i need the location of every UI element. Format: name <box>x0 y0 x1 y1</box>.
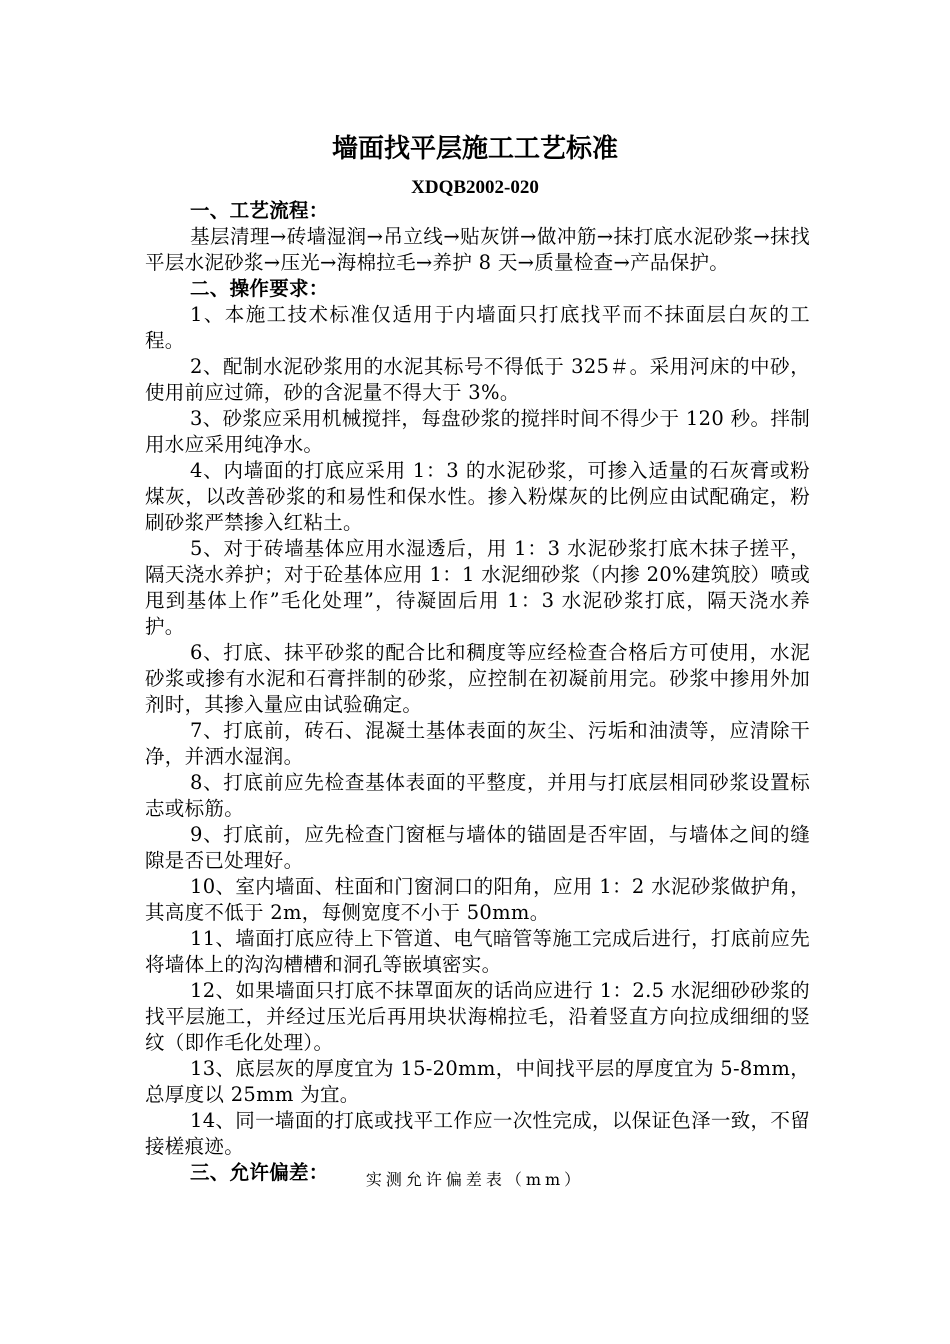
operation-item: 11、墙面打底应待上下管道、电气暗管等施工完成后进行，打底前应先将墙体上的沟沟槽槽和洞孔等嵌填密实。 <box>145 927 810 976</box>
operation-item: 8、打底前应先检查基体表面的平整度，并用与打底层相同砂浆设置标志或标筋。 <box>145 771 810 820</box>
operation-item: 10、室内墙面、柱面和门窗洞口的阳角，应用 1：2 水泥砂浆做护角，其高度不低于 2m，每侧宽度不小于 50mm。 <box>145 875 810 924</box>
tolerance-table-caption: 实测允许偏差表（mm） <box>365 1170 585 1189</box>
document-title: 墙面找平层施工工艺标准 <box>331 134 618 164</box>
operation-item: 13、底层灰的厚度宜为 15-20mm，中间找平层的厚度宜为 5-8mm，总厚度以 25mm 为宜。 <box>145 1057 810 1106</box>
document-code: XDQB2002-020 <box>411 177 539 198</box>
operation-item: 7、打底前，砖石、混凝土基体表面的灰尘、污垢和油渍等，应清除干净，并洒水湿润。 <box>145 719 810 768</box>
operation-item: 2、配制水泥砂浆用的水泥其标号不得低于 325＃。采用河床的中砂，使用前应过筛，砂的含泥量不得大于 3%。 <box>145 355 810 404</box>
operation-item: 4、内墙面的打底应采用 1：3 的水泥砂浆，可掺入适量的石灰膏或粉煤灰，以改善砂浆的和易性和保水性。掺入粉煤灰的比例应由试配确定，粉刷砂浆严禁掺入红粘土。 <box>145 459 810 534</box>
operation-item: 6、打底、抹平砂浆的配合比和稠度等应经检查合格后方可使用，水泥砂浆或掺有水泥和石膏拌制的砂浆，应控制在初凝前用完。砂浆中掺用外加剂时，其掺入量应由试验确定。 <box>145 641 810 716</box>
operation-item: 9、打底前，应先检查门窗框与墙体的锚固是否牢固，与墙体之间的缝隙是否已处理好。 <box>145 823 810 872</box>
process-flow-paragraph: 基层清理→砖墙湿润→吊立线→贴灰饼→做冲筋→抹打底水泥砂浆→抹找平层水泥砂浆→压光→海棉拉毛→养护 8 天→质量检查→产品保护。 <box>145 225 810 274</box>
operation-item: 1、本施工技术标准仅适用于内墙面只打底找平而不抹面层白灰的工程。 <box>145 303 810 352</box>
operation-item: 3、砂浆应采用机械搅拌，每盘砂浆的搅拌时间不得少于 120 秒。拌制用水应采用纯净水。 <box>145 407 810 456</box>
operation-item: 5、对于砖墙基体应用水湿透后，用 1：3 水泥砂浆打底木抹子搓平，隔天浇水养护；对于砼基体应用 1：1 水泥细砂浆（内掺 20%建筑胶）喷或甩到基体上作”毛化处理”，待凝固后用 1：3 水泥砂浆打底，隔天浇水养护。 <box>145 537 810 638</box>
section-heading-process: 一、工艺流程： <box>190 199 329 222</box>
section-heading-tolerance: 三、允许偏差： <box>190 1161 329 1184</box>
document-body <box>145 198 810 1186</box>
section-heading-operation: 二、操作要求： <box>190 277 329 300</box>
operation-item: 14、同一墙面的打底或找平工作应一次性完成，以保证色泽一致，不留接槎痕迹。 <box>145 1109 810 1158</box>
operation-item: 12、如果墙面只打底不抹罩面灰的话尚应进行 1：2.5 水泥细砂砂浆的找平层施工，并经过压光后再用块状海棉拉毛，沿着竖直方向拉成细细的竖纹（即作毛化处理）。 <box>145 979 810 1054</box>
